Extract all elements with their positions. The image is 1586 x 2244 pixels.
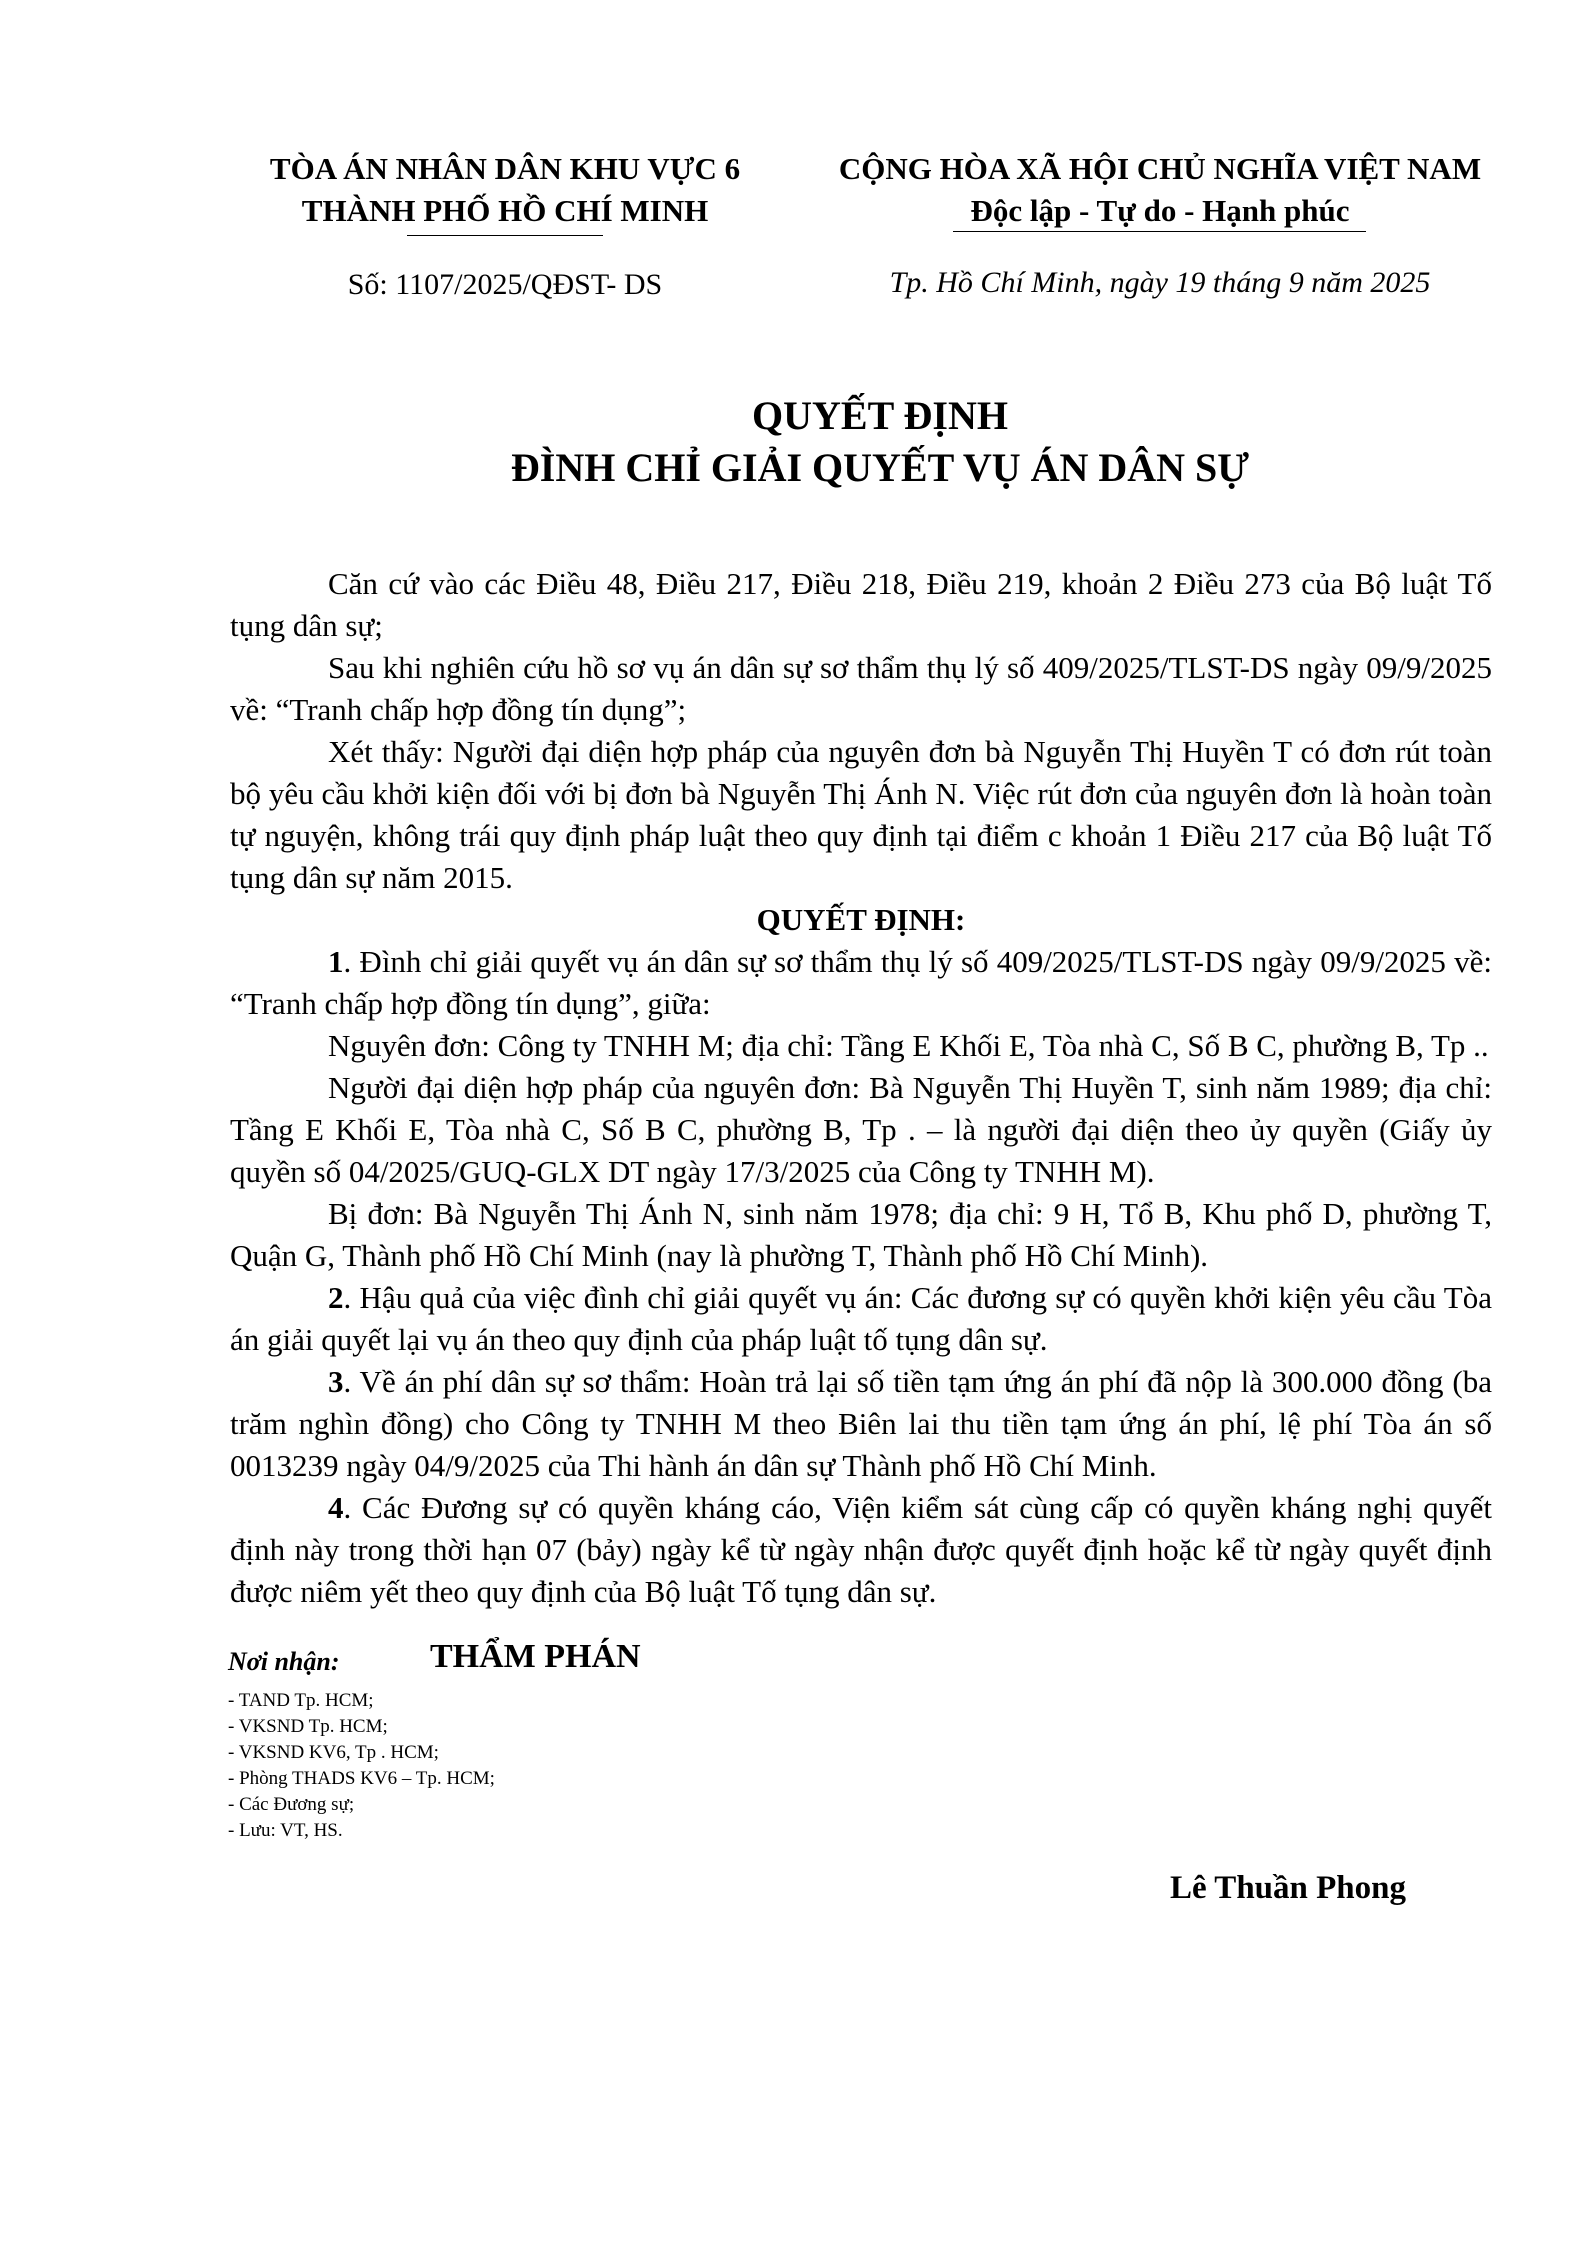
- title-line-2: ĐÌNH CHỈ GIẢI QUYẾT VỤ ÁN DÂN SỰ: [510, 445, 1250, 490]
- document-title: [230, 390, 1530, 494]
- decision-item-1: [230, 941, 1492, 1025]
- decision-item-3: [230, 1361, 1492, 1487]
- decision-item-2: [230, 1277, 1492, 1361]
- recipients-list: [228, 1688, 495, 1844]
- case-review-paragraph: Sau khi nghiên cứu hồ sơ vụ án dân sự sơ thẩm thụ lý số 409/2025/TLST-DS ngày 09/9/2025 về: “Tranh chấp hợp đồng tín dụng”;: [230, 650, 1492, 727]
- recipient-item: - VKSND Tp. HCM;: [228, 1716, 388, 1737]
- item-text: . Về án phí dân sự sơ thẩm: Hoàn trả lại số tiền tạm ứng án phí đã nộp là 300.000 đồng (ba trăm nghìn đồng) cho Công ty TNHH M theo Biên lai thu tiền tạm ứng án phí, lệ phí Tòa án số 0013239 ngày 04/9/2025 của Thi hành án dân sự Thành phố Hồ Chí Minh.: [230, 1364, 1492, 1483]
- title-line-1: QUYẾT ĐỊNH: [752, 393, 1008, 438]
- judge-title: THẨM PHÁN: [430, 1638, 641, 1675]
- item-number: 3: [328, 1364, 344, 1399]
- national-name: CỘNG HÒA XÃ HỘI CHỦ NGHĨA VIỆT NAM: [838, 151, 1482, 186]
- document-body: [230, 563, 1492, 1613]
- item-text: . Đình chỉ giải quyết vụ án dân sự sơ thẩm thụ lý số 409/2025/TLST-DS ngày 09/9/2025 về: “Tranh chấp hợp đồng tín dụng”, giữa:: [230, 944, 1492, 1021]
- legal-basis-paragraph: Căn cứ vào các Điều 48, Điều 217, Điều 218, Điều 219, khoản 2 Điều 273 của Bộ luật Tố tụng dân sự;: [230, 566, 1492, 643]
- national-motto: Độc lập - Tự do - Hạnh phúc: [970, 193, 1350, 228]
- consideration-paragraph: Xét thấy: Người đại diện hợp pháp của nguyên đơn bà Nguyễn Thị Huyền T có đơn rút toàn bộ yêu cầu khởi kiện đối với bị đơn bà Nguyễn Thị Ánh N. Việc rút đơn của nguyên đơn là hoàn toàn tự nguyện, không trái quy định pháp luật theo quy định tại điểm c khoản 1 Điều 217 của Bộ luật Tố tụng dân sự năm 2015.: [230, 734, 1492, 895]
- recipient-item: - Các Đương sự;: [228, 1794, 355, 1815]
- plaintiff-paragraph: Nguyên đơn: Công ty TNHH M; địa chỉ: Tầng E Khối E, Tòa nhà C, Số B C, phường B, Tp ..: [328, 1028, 1489, 1063]
- national-header: [800, 148, 1520, 232]
- item-text: . Hậu quả của việc đình chỉ giải quyết vụ án: Các đương sự có quyền khởi kiện yêu cầu Tòa án giải quyết lại vụ án theo quy định của pháp luật tố tụng dân sự.: [230, 1280, 1492, 1357]
- item-number: 1: [328, 944, 344, 979]
- recipient-item: - TAND Tp. HCM;: [228, 1690, 374, 1711]
- item-number: 2: [328, 1280, 344, 1315]
- recipient-item: - Phòng THADS KV6 – Tp. HCM;: [228, 1768, 495, 1789]
- court-name: TÒA ÁN NHÂN DÂN KHU VỰC 6: [269, 151, 741, 186]
- signer-name: Lê Thuần Phong: [1170, 1870, 1406, 1906]
- recipients-label: Nơi nhận:: [228, 1647, 340, 1676]
- national-motto-underline: [953, 231, 1366, 232]
- recipient-item: - Lưu: VT, HS.: [228, 1820, 343, 1841]
- court-city: THÀNH PHỐ HỒ CHÍ MINH: [301, 193, 709, 228]
- decision-number: Số: 1107/2025/QĐST- DS: [347, 268, 663, 301]
- item-number: 4: [328, 1490, 344, 1525]
- decision-date: Tp. Hồ Chí Minh, ngày 19 tháng 9 năm 2025: [889, 266, 1431, 299]
- representative-paragraph: Người đại diện hợp pháp của nguyên đơn: Bà Nguyễn Thị Huyền T, sinh năm 1989; địa chỉ: Tầng E Khối E, Tòa nhà C, Số B C, phường B, Tp . – là người đại diện theo ủy quyền (Giấy ủy quyền số 04/2025/GUQ-GLX DT ngày 17/3/2025 của Công ty TNHH M).: [230, 1070, 1492, 1189]
- recipient-item: - VKSND KV6, Tp . HCM;: [228, 1742, 439, 1763]
- decision-item-4: [230, 1487, 1492, 1613]
- defendant-paragraph: Bị đơn: Bà Nguyễn Thị Ánh N, sinh năm 1978; địa chỉ: 9 H, Tổ B, Khu phố D, phường T, Quận G, Thành phố Hồ Chí Minh (nay là phường T, Thành phố Hồ Chí Minh).: [230, 1196, 1492, 1273]
- item-text: . Các Đương sự có quyền kháng cáo, Viện kiểm sát cùng cấp có quyền kháng nghị quyết định này trong thời hạn 07 (bảy) ngày kể từ ngày nhận được quyết định hoặc kể từ ngày quyết định được niêm yết theo quy định của Bộ luật Tố tụng dân sự.: [230, 1490, 1492, 1609]
- court-header-underline: [407, 235, 603, 236]
- court-header: [240, 148, 770, 232]
- decision-heading: QUYẾT ĐỊNH:: [756, 902, 966, 937]
